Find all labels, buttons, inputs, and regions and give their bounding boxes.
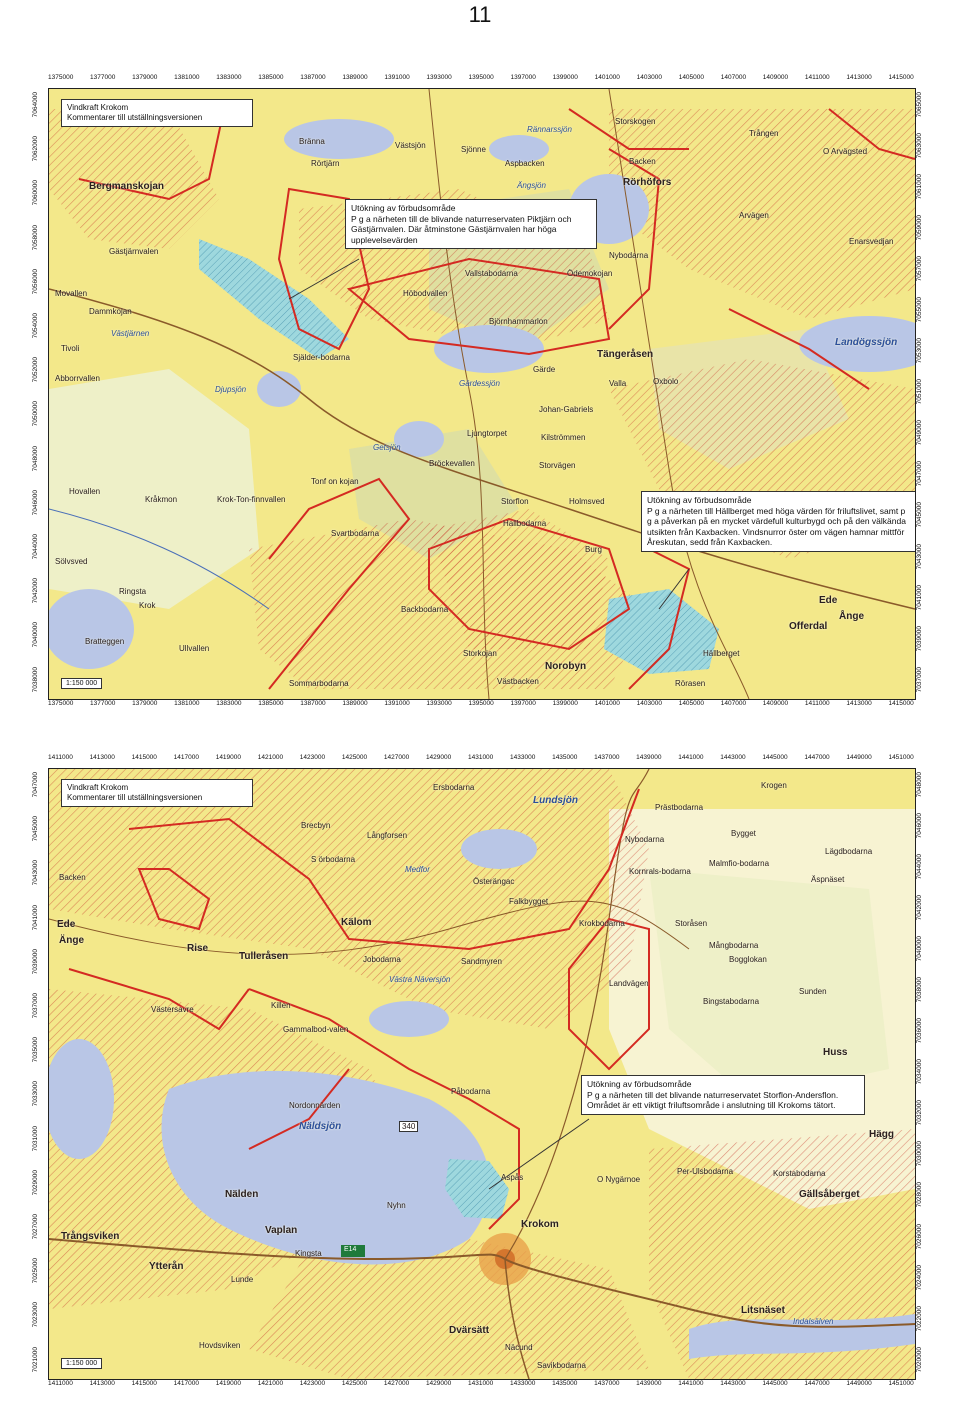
place-label: Backen	[59, 873, 86, 882]
map2-panel[interactable]	[48, 768, 916, 1380]
map2-x-axis-bottom	[48, 1380, 914, 1394]
coordinate-tick-label: 7043000	[32, 860, 39, 886]
coordinate-tick-label: 7060000	[32, 180, 39, 206]
map1-header-subtitle: Kommentarer till utställningsversionen	[67, 113, 203, 122]
coordinate-tick-label: 1377000	[90, 700, 116, 707]
place-label: Ersbodarna	[433, 783, 475, 792]
coordinate-tick-label: 1381000	[174, 700, 200, 707]
coordinate-tick-label: 1411000	[804, 700, 830, 707]
place-label: Tivoli	[61, 344, 80, 353]
place-label: Huss	[823, 1047, 848, 1058]
place-label: Lunde	[231, 1275, 254, 1284]
place-label: Ljungtorpet	[467, 429, 508, 438]
map1-annotation-south	[641, 491, 916, 552]
map2-header-subtitle: Kommentarer till utställningsversionen	[67, 793, 203, 802]
place-label: Rörasen	[675, 679, 706, 688]
place-label: Sunden	[799, 987, 827, 996]
coordinate-tick-label: 1451000	[888, 754, 914, 761]
coordinate-tick-label: 1375000	[48, 700, 74, 707]
place-label: Tulleråsen	[239, 951, 289, 962]
coordinate-tick-label: 1431000	[467, 754, 494, 761]
map1-annotation-north-title: Utökning av förbudsområde	[351, 203, 456, 213]
place-label: Tängeråsen	[597, 349, 654, 360]
coordinate-tick-label: 1409000	[762, 700, 789, 707]
place-label: Rännarssjön	[527, 125, 572, 134]
coordinate-tick-label: 1441000	[678, 1380, 704, 1387]
place-label: Gärde	[533, 365, 556, 374]
coordinate-tick-label: 1413000	[846, 74, 872, 81]
place-label: Medfor	[405, 865, 430, 874]
place-label: Vallstabodarna	[465, 269, 518, 278]
coordinate-tick-label: 7048000	[916, 772, 923, 798]
place-label: Ede	[819, 595, 838, 606]
map1-x-axis-top	[48, 74, 914, 88]
coordinate-tick-label: 1387000	[300, 74, 326, 81]
coordinate-tick-label: 7023000	[32, 1302, 39, 1328]
map1-y-axis-left	[32, 92, 46, 692]
place-label: Bratteggen	[85, 637, 125, 646]
coordinate-tick-label: 1383000	[216, 74, 242, 81]
coordinate-tick-label: 7022000	[916, 1305, 923, 1331]
map2-annotation	[581, 1075, 865, 1115]
place-label: Aspås	[501, 1173, 524, 1182]
place-label: Movallen	[55, 289, 88, 298]
place-label: Arvägen	[739, 211, 769, 220]
coordinate-tick-label: 7048000	[32, 445, 39, 471]
map2-header	[61, 779, 253, 807]
coordinate-tick-label: 1417000	[173, 1380, 199, 1387]
coordinate-tick-label: 1423000	[299, 1380, 326, 1387]
place-label: Österängac	[473, 877, 515, 886]
place-label: Mångbodarna	[709, 941, 759, 950]
coordinate-tick-label: 1411000	[804, 74, 830, 81]
map2-terrain	[49, 769, 915, 1379]
place-label: Nyhn	[387, 1201, 406, 1210]
place-label: Västjärnen	[111, 329, 150, 338]
coordinate-tick-label: 7055000	[916, 297, 923, 323]
map1-scale: 1:150 000	[61, 678, 102, 689]
place-label: Ullvallen	[179, 644, 210, 653]
place-label: Dammkojan	[89, 307, 132, 316]
coordinate-tick-label: 1417000	[173, 754, 199, 761]
coordinate-tick-label: 1439000	[636, 754, 662, 761]
coordinate-tick-label: 1407000	[720, 74, 747, 81]
coordinate-tick-label: 7047000	[32, 772, 39, 798]
map1-header	[61, 99, 253, 127]
place-label: Vaplan	[265, 1225, 298, 1236]
coordinate-tick-label: 1429000	[425, 754, 452, 761]
coordinate-tick-label: 7042000	[32, 578, 39, 604]
coordinate-tick-label: 1403000	[636, 74, 662, 81]
coordinate-tick-label: 7047000	[916, 461, 923, 487]
coordinate-tick-label: 1431000	[467, 1380, 494, 1387]
coordinate-tick-label: 1419000	[215, 1380, 242, 1387]
place-label: Backbodarna	[401, 605, 449, 614]
coordinate-tick-label: 1397000	[510, 700, 536, 707]
coordinate-tick-label: 1411000	[48, 754, 73, 761]
place-label: Johan-Gabriels	[539, 405, 594, 414]
coordinate-tick-label: 7046000	[916, 813, 923, 839]
page-number: 11	[468, 2, 492, 27]
coordinate-tick-label: 7029000	[32, 1169, 39, 1196]
place-label: Backen	[629, 157, 656, 166]
place-label: Getsjön	[373, 443, 401, 452]
coordinate-tick-label: 1399000	[552, 74, 578, 81]
place-label: Storkojan	[463, 649, 497, 658]
place-label: Tonf on kojan	[311, 477, 359, 486]
coordinate-tick-label: 7036000	[916, 1018, 923, 1044]
coordinate-tick-label: 1429000	[425, 1380, 452, 1387]
coordinate-tick-label: 7054000	[32, 313, 39, 339]
map2-x-axis-top	[48, 754, 914, 768]
coordinate-tick-label: 1447000	[804, 1380, 830, 1387]
coordinate-tick-label: 7043000	[916, 543, 923, 569]
coordinate-tick-label: 1389000	[342, 74, 368, 81]
place-label: Storvägen	[539, 461, 576, 470]
coordinate-tick-label: 7049000	[916, 420, 923, 446]
coordinate-tick-label: 1447000	[804, 754, 830, 761]
place-label: Nybodarna	[609, 251, 649, 260]
coordinate-tick-label: 7064000	[32, 92, 39, 118]
coordinate-tick-label: 1415000	[888, 74, 914, 81]
coordinate-tick-label: 1377000	[90, 74, 116, 81]
coordinate-tick-label: 1395000	[468, 700, 494, 707]
coordinate-tick-label: 7021000	[32, 1346, 39, 1372]
place-label: Påbodarna	[451, 1087, 491, 1096]
coordinate-tick-label: 7020000	[916, 1346, 923, 1372]
place-label: Gästjärnvalen	[109, 247, 159, 256]
coordinate-tick-label: 7030000	[916, 1141, 923, 1167]
coordinate-tick-label: 7040000	[916, 936, 923, 962]
place-label: Bygget	[731, 829, 756, 838]
coordinate-tick-label: 7061000	[916, 174, 923, 200]
place-label: O Nygärnoe	[597, 1175, 641, 1184]
place-label: Långforsen	[367, 831, 408, 840]
coordinate-tick-label: 1409000	[762, 74, 789, 81]
coordinate-tick-label: 1427000	[383, 754, 410, 761]
coordinate-tick-label: 7058000	[32, 224, 39, 250]
coordinate-tick-label: 1421000	[257, 1380, 284, 1387]
map2-annotation-title: Utökning av förbudsområde	[587, 1079, 692, 1089]
coordinate-tick-label: 1413000	[89, 1380, 115, 1387]
place-label: Oxbolo	[653, 377, 679, 386]
place-label: Hovdsviken	[199, 1341, 241, 1350]
place-label: Storåsen	[675, 919, 708, 928]
place-label: Krok-Ton-finnvallen	[217, 495, 286, 504]
coordinate-tick-label: 1393000	[426, 74, 452, 81]
coordinate-tick-label: 1425000	[341, 754, 368, 761]
place-label: Själder-bodarna	[293, 353, 350, 362]
coordinate-tick-label: 1449000	[846, 754, 872, 761]
place-label: Krogen	[761, 781, 787, 790]
coordinate-tick-label: 7031000	[32, 1125, 39, 1151]
place-label: Malmfio-bodarna	[709, 859, 770, 868]
place-label: Rise	[187, 943, 209, 954]
coordinate-tick-label: 7038000	[916, 977, 923, 1003]
place-label: Bergmanskojan	[89, 181, 165, 192]
coordinate-tick-label: 1413000	[846, 700, 872, 707]
coordinate-tick-label: 7044000	[32, 534, 39, 560]
place-label: Sandmyren	[461, 957, 502, 966]
place-label: S örbodarna	[311, 855, 356, 864]
coordinate-tick-label: 7028000	[916, 1182, 923, 1208]
coordinate-tick-label: 7033000	[32, 1081, 39, 1107]
place-label: Holmsved	[569, 497, 605, 506]
place-label: Korstabodarna	[773, 1169, 826, 1178]
coordinate-tick-label: 1437000	[594, 1380, 620, 1387]
place-label: Bränna	[299, 137, 325, 146]
place-label: Sölvsved	[55, 557, 88, 566]
place-label: Nybodarna	[625, 835, 665, 844]
map1-annotation-north	[345, 199, 597, 249]
coordinate-tick-label: 7041000	[32, 904, 39, 930]
coordinate-tick-label: 1405000	[678, 74, 705, 81]
coordinate-tick-label: 7037000	[32, 993, 39, 1019]
coordinate-tick-label: 1433000	[510, 754, 536, 761]
coordinate-tick-label: 1433000	[510, 1380, 536, 1387]
coordinate-tick-label: 1443000	[720, 1380, 746, 1387]
place-label: Ede	[57, 919, 76, 930]
place-label: Krok	[139, 601, 156, 610]
place-label: O Arvägsted	[823, 147, 868, 156]
coordinate-tick-label: 1435000	[552, 754, 578, 761]
coordinate-tick-label: 1405000	[678, 700, 705, 707]
coordinate-tick-label: 1385000	[258, 700, 284, 707]
place-label: Trångsviken	[61, 1231, 120, 1242]
coordinate-tick-label: 7040000	[32, 622, 39, 648]
road-340-label: 340	[399, 1121, 418, 1132]
map1-header-title: Vindkraft Krokom	[67, 103, 129, 112]
coordinate-tick-label: 1401000	[594, 700, 620, 707]
place-label: Abborrvallen	[55, 374, 100, 383]
map2-annotation-text: P g a närheten till det blivande naturreservatet Storflon-Andersflon. Området är ett viktigt friluftsområde i anslutning till Krokoms tätort.	[587, 1089, 839, 1110]
coordinate-tick-label: 1391000	[384, 700, 410, 707]
coordinate-tick-label: 1395000	[468, 74, 494, 81]
place-label: Hägg	[869, 1129, 894, 1140]
coordinate-tick-label: 1399000	[552, 700, 578, 707]
place-label: Höbodvallen	[403, 289, 448, 298]
coordinate-tick-label: 1441000	[678, 754, 704, 761]
place-label: Ringsta	[119, 587, 147, 596]
coordinate-tick-label: 1413000	[89, 754, 115, 761]
place-label: Ängsjön	[517, 181, 546, 190]
place-label: Jobodarna	[363, 955, 401, 964]
coordinate-tick-label: 1381000	[174, 74, 200, 81]
place-label: Brecbyn	[301, 821, 331, 830]
place-label: Bingstabodarna	[703, 997, 760, 1006]
coordinate-tick-label: 7065000	[916, 92, 923, 118]
coordinate-tick-label: 1397000	[510, 74, 536, 81]
place-label: Näldsjön	[299, 1121, 342, 1132]
map2-header-title: Vindkraft Krokom	[67, 783, 129, 792]
coordinate-tick-label: 1439000	[636, 1380, 662, 1387]
place-label: Ånge	[839, 611, 864, 622]
coordinate-tick-label: 7056000	[32, 268, 39, 295]
place-label: Offerdal	[789, 621, 828, 632]
place-label: Bogglokan	[729, 955, 767, 964]
coordinate-tick-label: 1435000	[552, 1380, 578, 1387]
coordinate-tick-label: 7026000	[916, 1223, 923, 1249]
place-label: Bröckevallen	[429, 459, 475, 468]
coordinate-tick-label: 7051000	[916, 379, 923, 405]
coordinate-tick-label: 7052000	[32, 357, 39, 383]
place-label: Prästbodarna	[655, 803, 704, 812]
coordinate-tick-label: 1391000	[384, 74, 410, 81]
coordinate-tick-label: 1415000	[131, 754, 157, 761]
coordinate-tick-label: 1379000	[132, 74, 158, 81]
place-label: Hallbodarna	[503, 519, 547, 528]
place-label: Djupsjön	[215, 385, 247, 394]
place-label: Hällberget	[703, 649, 740, 658]
place-label: Falkbygget	[509, 897, 549, 906]
place-label: Krokom	[521, 1219, 559, 1230]
coordinate-tick-label: 1419000	[215, 754, 242, 761]
coordinate-tick-label: 1445000	[762, 1380, 788, 1387]
place-label: Norobyn	[545, 661, 587, 672]
coordinate-tick-label: 7059000	[916, 215, 923, 241]
coordinate-tick-label: 1401000	[594, 74, 620, 81]
coordinate-tick-label: 1385000	[258, 74, 284, 81]
place-label: Västra Näversjön	[389, 975, 451, 984]
place-label: Storskogen	[615, 117, 656, 126]
place-label: Ödemokojan	[567, 269, 613, 278]
coordinate-tick-label: 7041000	[916, 584, 923, 610]
coordinate-tick-label: 1421000	[257, 754, 284, 761]
coordinate-tick-label: 7038000	[32, 666, 39, 692]
coordinate-tick-label: 1437000	[594, 754, 620, 761]
place-label: Krokbodarna	[579, 919, 625, 928]
coordinate-tick-label: 1379000	[132, 700, 158, 707]
coordinate-tick-label: 7032000	[916, 1100, 923, 1126]
coordinate-tick-label: 1411000	[48, 1380, 73, 1387]
place-label: Ytterån	[149, 1261, 184, 1272]
place-label: Per-Ulsbodarna	[677, 1167, 734, 1176]
place-label: Kingsta	[295, 1249, 322, 1258]
place-label: Kälom	[341, 917, 372, 928]
place-label: Landvägen	[609, 979, 649, 988]
place-label: Storflon	[501, 497, 529, 506]
coordinate-tick-label: 7050000	[32, 401, 39, 427]
road-e14-label: E14	[344, 1246, 357, 1253]
place-label: Nordonnärden	[289, 1101, 341, 1110]
place-label: Aspbacken	[505, 159, 545, 168]
coordinate-tick-label: 7053000	[916, 338, 923, 364]
map1-panel[interactable]	[48, 88, 916, 700]
coordinate-tick-label: 7037000	[916, 666, 923, 692]
map1-annotation-south-text: P g a närheten till Hällberget med höga värden för friluftslivet, samt p g a påverkan på en mycket värdefull kulturbygd och på den välkända utsikten från Kaxbacken. Vindsnurror öster om vägen hamnar mittför Åreskutan, sedd från Kaxbacken.	[647, 505, 906, 547]
place-label: Lägdbodarna	[825, 847, 873, 856]
coordinate-tick-label: 7034000	[916, 1059, 923, 1085]
coordinate-tick-label: 1393000	[426, 700, 452, 707]
coordinate-tick-label: 7057000	[916, 256, 923, 282]
coordinate-tick-label: 1375000	[48, 74, 74, 81]
map2-scale: 1:150 000	[61, 1358, 102, 1369]
place-label: Enarsvedjan	[849, 237, 894, 246]
place-label: Västersavre	[151, 1005, 194, 1014]
place-label: Dvärsätt	[449, 1325, 490, 1336]
coordinate-tick-label: 7062000	[32, 136, 39, 162]
place-label: Änge	[59, 935, 84, 946]
place-label: Trången	[749, 129, 779, 138]
place-label: Kilströmmen	[541, 433, 586, 442]
coordinate-tick-label: 7042000	[916, 895, 923, 921]
place-label: Västbacken	[497, 677, 539, 686]
map1-y-axis-right	[916, 92, 930, 692]
place-label: Lundsjön	[533, 795, 578, 806]
place-label: Killen	[271, 1001, 291, 1010]
coordinate-tick-label: 1451000	[888, 1380, 914, 1387]
place-label: Rörhöfors	[623, 177, 672, 188]
map2-y-axis-right	[916, 772, 930, 1372]
coordinate-tick-label: 7039000	[32, 948, 39, 975]
coordinate-tick-label: 7025000	[32, 1258, 39, 1284]
coordinate-tick-label: 1383000	[216, 700, 242, 707]
place-label: Valla	[609, 379, 627, 388]
coordinate-tick-label: 1387000	[300, 700, 326, 707]
coordinate-tick-label: 7039000	[916, 625, 923, 651]
place-label: Gällsåberget	[799, 1189, 860, 1200]
place-label: Nälden	[225, 1189, 259, 1200]
coordinate-tick-label: 7027000	[32, 1214, 39, 1240]
place-label: Svartbodarna	[331, 529, 380, 538]
place-label: Burg	[585, 545, 602, 554]
place-label: Litsnäset	[741, 1305, 785, 1316]
coordinate-tick-label: 1423000	[299, 754, 326, 761]
map1-annotation-south-title: Utökning av förbudsområde	[647, 495, 752, 505]
place-label: Kråkmon	[145, 495, 178, 504]
coordinate-tick-label: 1389000	[342, 700, 368, 707]
place-label: Näcund	[505, 1343, 533, 1352]
place-label: Gärdessjön	[459, 379, 500, 388]
coordinate-tick-label: 1427000	[383, 1380, 410, 1387]
coordinate-tick-label: 7063000	[916, 133, 923, 159]
coordinate-tick-label: 7044000	[916, 854, 923, 880]
map2-y-axis-left	[32, 772, 46, 1372]
coordinate-tick-label: 7046000	[32, 489, 39, 516]
map1-terrain	[49, 89, 915, 699]
map1-annotation-north-text: P g a närheten till de blivande naturreservaten Piktjärn och Gästjärnvalen. Där åtminstone Gästjärnvalen har höga upplevelsevärden	[351, 213, 572, 245]
place-label: Sommarbodarna	[289, 679, 349, 688]
place-label: Rörtjärn	[311, 159, 340, 168]
coordinate-tick-label: 7045000	[32, 816, 39, 842]
coordinate-tick-label: 1415000	[131, 1380, 157, 1387]
map1-x-axis-bottom	[48, 700, 914, 714]
coordinate-tick-label: 7045000	[916, 502, 923, 528]
coordinate-tick-label: 7024000	[916, 1264, 923, 1290]
place-label: Indalsälven	[793, 1317, 834, 1326]
place-label: Gammalbod-valen	[283, 1025, 349, 1034]
coordinate-tick-label: 1425000	[341, 1380, 368, 1387]
place-label: Sjönne	[461, 145, 486, 154]
coordinate-tick-label: 1415000	[888, 700, 914, 707]
coordinate-tick-label: 1407000	[720, 700, 747, 707]
coordinate-tick-label: 1443000	[720, 754, 746, 761]
place-label: Savikbodarna	[537, 1361, 586, 1370]
coordinate-tick-label: 1403000	[636, 700, 662, 707]
coordinate-tick-label: 7035000	[32, 1037, 39, 1063]
coordinate-tick-label: 1449000	[846, 1380, 872, 1387]
coordinate-tick-label: 1445000	[762, 754, 788, 761]
place-label: Kornrals-bodarna	[629, 867, 691, 876]
place-label: Äspnäset	[811, 875, 845, 884]
place-label: Hovallen	[69, 487, 101, 496]
place-label: Landögssjön	[835, 337, 898, 348]
place-label: Västsjön	[395, 141, 426, 150]
place-label: Björnhammarlon	[489, 317, 548, 326]
